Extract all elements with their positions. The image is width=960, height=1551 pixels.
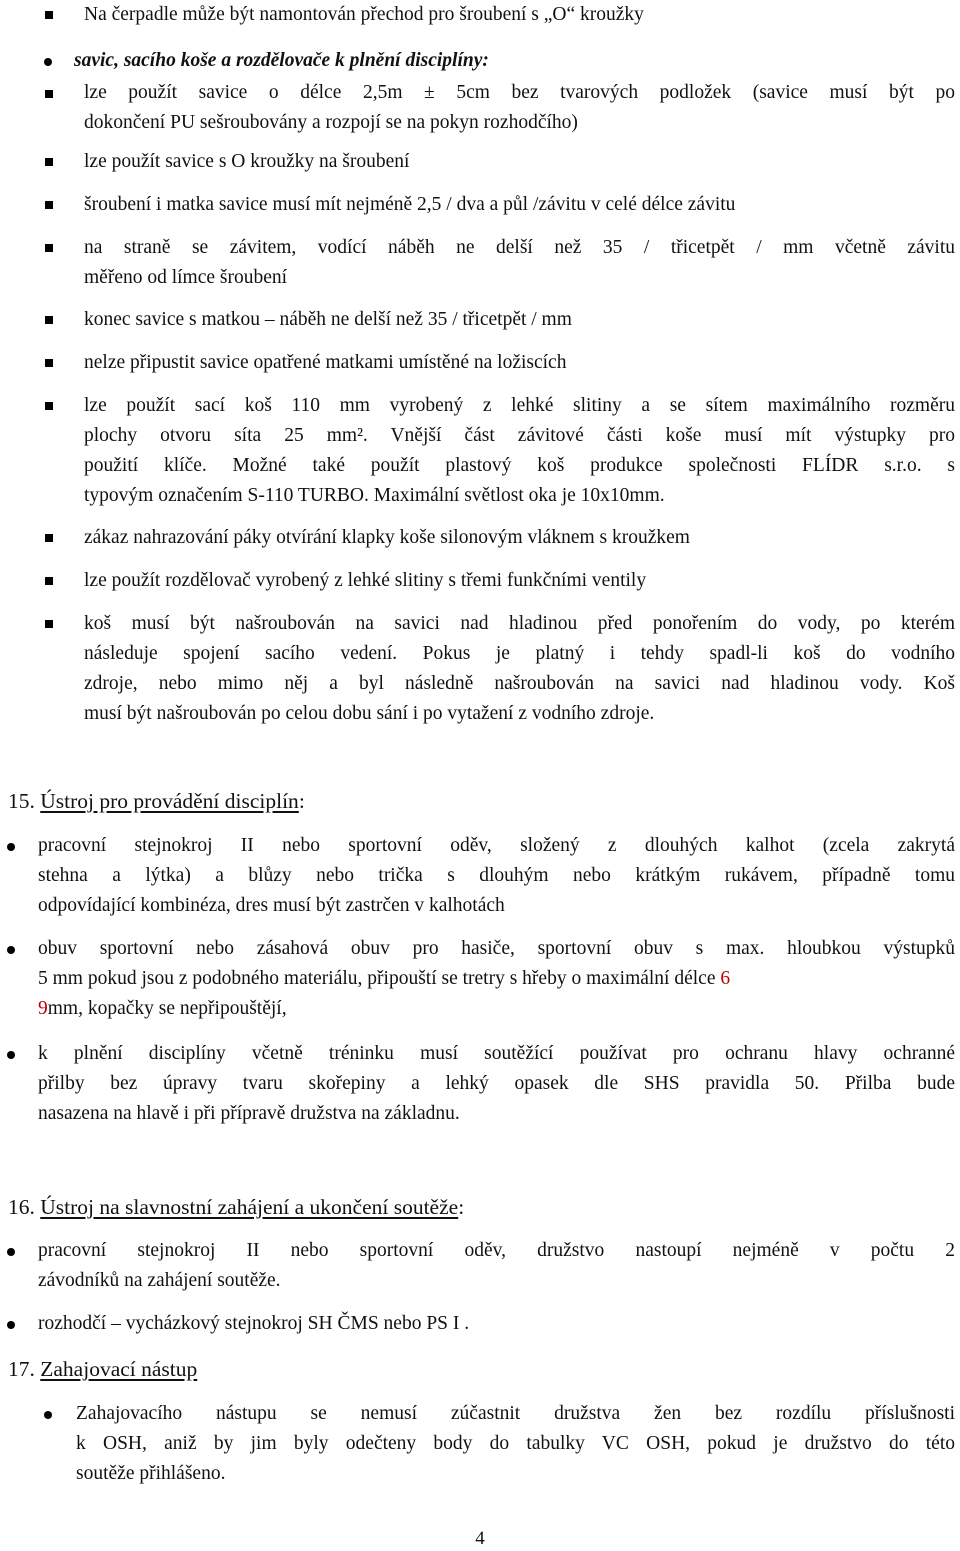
square-bullet-icon <box>45 620 53 628</box>
list-item-line: závodníků na zahájení soutěže. <box>38 1270 281 1291</box>
section-heading-17 <box>8 1354 197 1384</box>
square-bullet-icon <box>45 11 53 19</box>
text-run: mm, kopačky se nepřipouštějí, <box>47 998 287 1019</box>
list-item-line: koš musí být našroubován na savici nad hladinou před ponořením do vody, po kterém <box>84 613 955 634</box>
round-bullet-icon <box>7 1321 15 1329</box>
square-bullet-icon <box>45 316 53 324</box>
section-title-suffix: : <box>458 1195 465 1219</box>
section-title: Ústroj pro provádění disciplín <box>40 789 299 813</box>
text-run: 5 mm pokud jsou z podobného materiálu, připouští se tretry s hřeby o maximální délce <box>38 968 721 989</box>
list-item-line: k plnění disciplíny včetně tréninku musí soutěžící používat pro ochranu hlavy ochranné <box>38 1043 955 1064</box>
list-item-line: soutěže přihlášeno. <box>76 1463 226 1484</box>
list-item-line: obuv sportovní nebo zásahová obuv pro hasiče, sportovní obuv s max. hloubkou výstupků <box>38 938 955 959</box>
subsection-heading: savic, sacího koše a rozdělovače k plnění disciplíny: <box>74 50 489 71</box>
list-item-line: musí být našroubován po celou dobu sání i po vytažení z vodního zdroje. <box>84 703 655 724</box>
list-item-line: rozhodčí – vycházkový stejnokroj SH ČMS nebo PS I . <box>38 1313 470 1334</box>
section-number: 16. <box>8 1195 35 1219</box>
highlighted-value: 9 <box>38 998 48 1019</box>
square-bullet-icon <box>45 201 53 209</box>
list-item-line: zákaz nahrazování páky otvírání klapky koše silonovým vláknem s kroužkem <box>84 527 690 548</box>
list-item-line: lze použít savice s O kroužky na šroubení <box>84 151 410 172</box>
section-heading-16 <box>8 1192 464 1222</box>
list-item-line: dokončení PU sešroubovány a rozpojí se na pokyn rozhodčího) <box>84 112 578 133</box>
list-item-line: lze použít savice o délce 2,5m ± 5cm bez tvarových podložek (savice musí být po <box>84 82 955 103</box>
list-item-line: měřeno od límce šroubení <box>84 267 288 288</box>
list-item-line: odpovídající kombinéza, dres musí být zastrčen v kalhotách <box>38 895 505 916</box>
square-bullet-icon <box>45 534 53 542</box>
round-bullet-icon <box>44 58 52 66</box>
square-bullet-icon <box>45 577 53 585</box>
square-bullet-icon <box>45 90 53 98</box>
list-item-line: zdroje, nebo mimo něj a byl následně našroubován na savici nad hladinou vody. Koš <box>84 673 955 694</box>
highlighted-value: 6 <box>720 968 731 989</box>
section-title: Ústroj na slavnostní zahájení a ukončení soutěže <box>40 1195 459 1219</box>
list-item-line: lze použít rozdělovač vyrobený z lehké slitiny s třemi funkčními ventily <box>84 570 647 591</box>
square-bullet-icon <box>45 402 53 410</box>
round-bullet-icon <box>44 1411 52 1419</box>
list-item-line: následuje spojení sacího vedení. Pokus je platný i tehdy spadl-li koš do vodního <box>84 643 955 664</box>
list-item-line: pracovní stejnokroj II nebo sportovní oděv, složený z dlouhých kalhot (zcela zakrytá <box>38 835 955 856</box>
list-item-line: typovým označením S-110 TURBO. Maximální světlost oka je 10x10mm. <box>84 485 665 506</box>
list-item-line: nelze připustit savice opatřené matkami umístěné na ložiscích <box>84 352 567 373</box>
list-item-line: nasazena na hlavě i při přípravě družstva na základnu. <box>38 1103 460 1124</box>
list-item-line: použití klíče. Možné také použít plastový koš produkce společnosti FLÍDR s.r.o. s <box>84 455 955 476</box>
list-item-line: Zahajovacího nástupu se nemusí zúčastnit družstva žen bez rozdílu příslušnosti <box>76 1403 955 1424</box>
list-item-line: na straně se závitem, vodící náběh ne delší než 35 / třicetpět / mm včetně závitu <box>84 237 955 258</box>
round-bullet-icon <box>7 1051 15 1059</box>
section-heading-15 <box>8 786 305 816</box>
section-number: 15. <box>8 789 35 813</box>
list-item-line: plochy otvoru síta 25 mm². Vnější část závitové části koše musí mít výstupky pro <box>84 425 955 446</box>
square-bullet-icon <box>45 244 53 252</box>
section-title: Zahajovací nástup <box>40 1357 198 1381</box>
square-bullet-icon <box>45 359 53 367</box>
section-title-suffix: : <box>298 789 305 813</box>
list-item-line <box>38 994 287 1024</box>
round-bullet-icon <box>7 843 15 851</box>
round-bullet-icon <box>7 946 15 954</box>
list-item-line <box>38 964 730 994</box>
list-item-line: pracovní stejnokroj II nebo sportovní oděv, družstvo nastoupí nejméně v počtu 2 <box>38 1240 955 1261</box>
list-item-line: šroubení i matka savice musí mít nejméně 2,5 / dva a půl /závitu v celé délce závitu <box>84 194 736 215</box>
list-item: Na čerpadle může být namontován přechod pro šroubení s „O“ kroužky <box>84 4 644 25</box>
list-item-line: stehna a lýtka) a blůzy nebo trička s dlouhým nebo krátkým rukávem, případně tomu <box>38 865 955 886</box>
list-item-line: lze použít sací koš 110 mm vyrobený z lehké slitiny a se sítem maximálního rozměru <box>84 395 955 416</box>
square-bullet-icon <box>45 158 53 166</box>
list-item-line: konec savice s matkou – náběh ne delší než 35 / třicetpět / mm <box>84 309 572 330</box>
list-item-line: přilby bez úpravy tvaru skořepiny a lehký opasek dle SHS pravidla 50. Přilba bude <box>38 1073 955 1094</box>
page-number: 4 <box>475 1528 485 1549</box>
round-bullet-icon <box>7 1248 15 1256</box>
section-number: 17. <box>8 1357 35 1381</box>
list-item-line: k OSH, aniž by jim byly odečteny body do tabulky VC OSH, pokud je družstvo do této <box>76 1433 955 1454</box>
